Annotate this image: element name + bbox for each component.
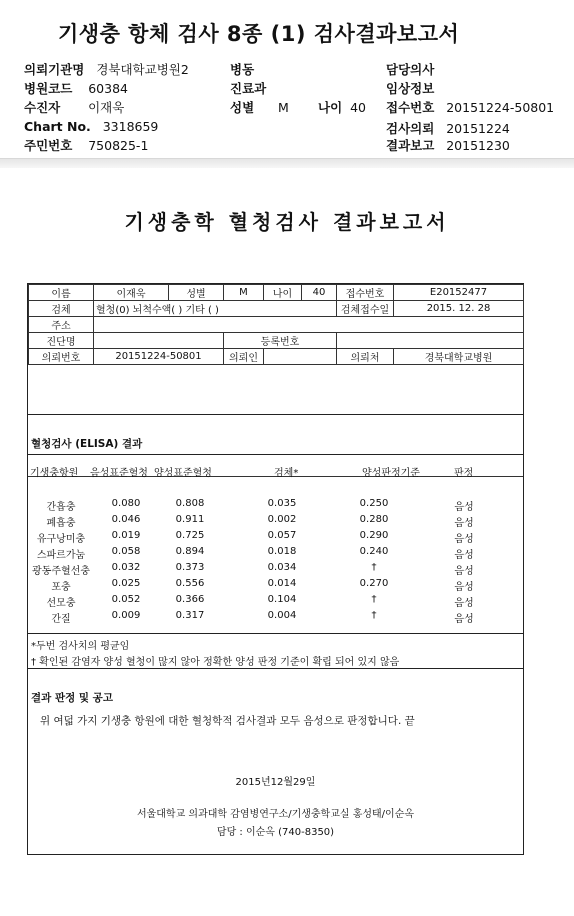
column-header: 기생충항원: [30, 468, 79, 479]
patient-info-table: [28, 284, 524, 365]
hospital-code-field: 병원코드 60384: [24, 81, 128, 96]
column-header: 양성표준혈청: [154, 468, 212, 479]
table-row: 선모충 0.052 0.366 0.104 † 음성: [46, 594, 474, 609]
receipt-field: 접수번호 20151224-50801: [386, 100, 555, 115]
contact-line: 담당 : 이순옥 (740-8350): [216, 827, 335, 838]
info-row-name: 이름 이재욱 성별 M 나이 40 접수번호 E20152477: [29, 285, 524, 301]
divider: [28, 633, 523, 634]
chart-number-field: Chart No. 3318659: [24, 119, 159, 134]
table-row: 간질 0.009 0.317 0.004 † 음성: [51, 610, 474, 625]
column-header: 판정: [454, 468, 474, 479]
table-row: 간흡충 0.080 0.808 0.035 0.250 음성: [46, 498, 474, 513]
table-row: 포충 0.025 0.556 0.014 0.270 음성: [51, 578, 474, 593]
table-row: 폐흡충 0.046 0.911 0.002 0.280 음성: [46, 514, 474, 529]
info-row-request: 의뢰번호 20151224-50801 의뢰인 의뢰처 경북대학교병원: [29, 349, 524, 365]
divider: [28, 668, 523, 669]
signature-line: 서울대학교 의과대학 감염병연구소/기생충학교실 홍성태/이순옥: [136, 809, 415, 820]
report-title: 기생충학 혈청검사 결과보고서: [124, 210, 450, 234]
column-header: 검체*: [274, 468, 299, 479]
department-field: 진료과: [230, 81, 267, 96]
document-title: 기생충 항체 검사 8종 (1) 검사결과보고서: [58, 22, 460, 46]
doctor-field: 담당의사: [386, 62, 435, 77]
conclusion-title: 결과 판정 및 공고: [31, 692, 113, 704]
info-row-diagnosis: 진단명 등록번호: [29, 333, 524, 349]
clinical-info-field: 임상정보: [386, 81, 435, 96]
column-header: 음성표준혈청: [90, 468, 148, 479]
info-row-specimen: 검체 혈청(0) 뇌척수액( ) 기타 ( ) 검체접수일 2015. 12. 28: [29, 301, 524, 317]
sex-field: 성별 M: [230, 100, 289, 115]
table-row: 유구낭미충 0.019 0.725 0.057 0.290 음성: [36, 530, 474, 545]
info-row-address: 주소: [29, 317, 524, 333]
signed-date: 2015년12월29일: [235, 777, 316, 788]
ward-field: 병동: [230, 62, 255, 77]
column-header: 양성판정기준: [362, 468, 420, 479]
conclusion-text: 위 여덟 가지 기생충 항원에 대한 혈청학적 검사결과 모두 음성으로 판정합니다. 끝: [40, 715, 415, 727]
results-table-header: [28, 462, 523, 477]
scanned-report: [0, 168, 574, 916]
patient-field: 수진자 이재욱: [24, 100, 125, 115]
resident-number-field: 주민번호 750825-1: [24, 138, 149, 153]
elisa-section-title: 혈청검사 (ELISA) 결과: [31, 438, 143, 450]
divider: [28, 454, 523, 455]
age-field: 나이 40: [318, 100, 367, 115]
footnote-average: *두번 검사치의 평균임: [31, 641, 130, 652]
request-date-field: 검사의뢰 20151224: [386, 121, 510, 136]
table-row: 광동주혈선충 0.032 0.373 0.034 † 음성: [32, 562, 474, 577]
footnote-criterion: † 확인된 감염자 양성 혈청이 많지 않아 정확한 양성 판정 기준이 확립 되어 있지 않음: [31, 657, 400, 668]
report-frame: [27, 283, 524, 855]
table-row: 스파르가눔 0.058 0.894 0.018 0.240 음성: [36, 546, 474, 561]
report-header: [0, 0, 574, 160]
divider: [28, 414, 523, 415]
report-date-field: 결과보고 20151230: [386, 138, 510, 153]
institution-field: 의뢰기관명 경북대학교병원2: [24, 62, 189, 77]
